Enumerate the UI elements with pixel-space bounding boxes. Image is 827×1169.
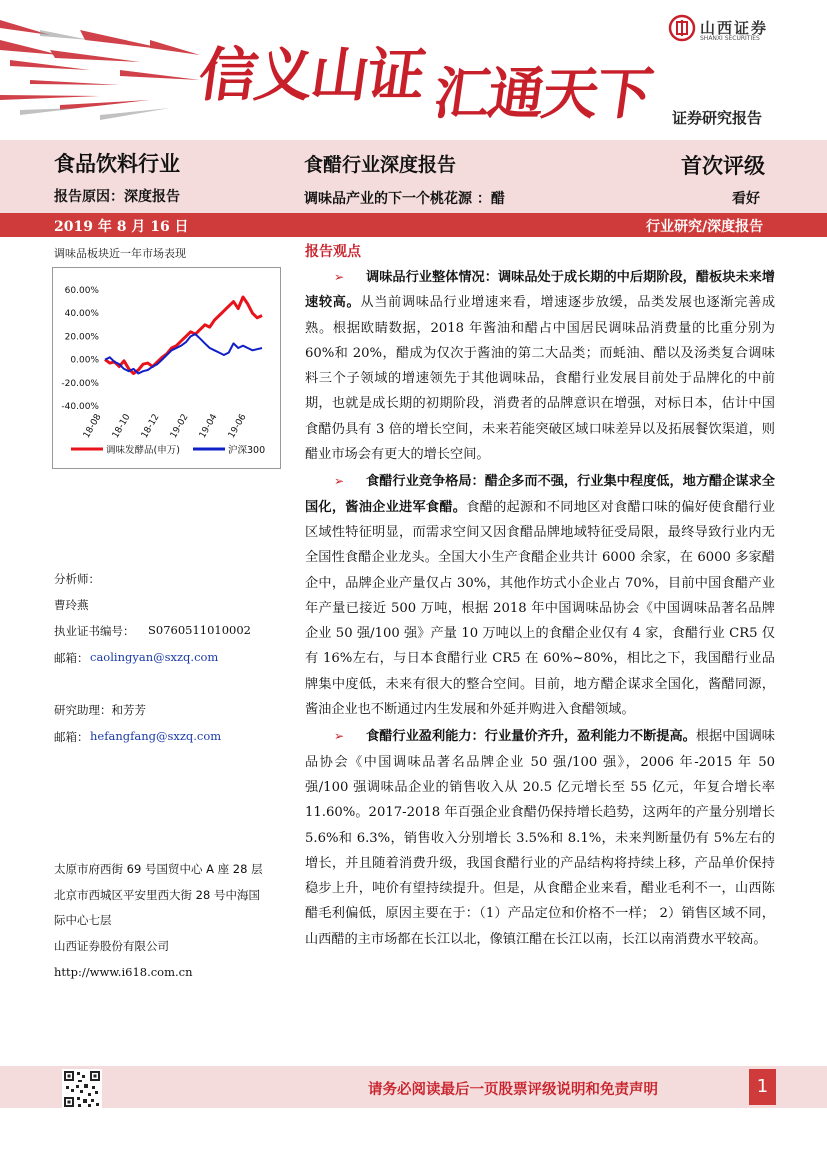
x-tick-label: 19-06: [226, 412, 249, 441]
rating-value: 看好: [732, 191, 760, 207]
paragraph-3-text: 根据中国调味品协会《中国调味品著名品牌企业 50 强/100 强》，2006 年-2015 年 50 强/100 强调味品企业的销售收入从 20.5 亿元增长至 55 亿元，年复合增长率 11.60%。2017-2018 年百强企业食醋仍保持增长趋势，这两年的产量分别增长 5.6%和 6.3%，销售收入分别增长 3.5%和 8.1%，未来判断量仍有 5%左右的增长，并且随着消费升级，我国食醋行业的产品结构将持续上移，产品单价保持稳步上升，吨价有望持续提升。但是，从食醋企业来看，醋业毛利不一，山西陈醋毛利偏低，原因主要在于：（1）产品定位和价格不一样； 2）销售区域不同，山西醋的主市场都在长江以北，像镇江醋在长江以南，长江以南消费水平较高。: [305, 729, 775, 947]
qr-code-icon: [62, 1069, 102, 1109]
report-category: 行业研究/深度报告: [646, 219, 764, 235]
industry-name: 食品饮料行业: [54, 152, 180, 176]
header-banner: [0, 0, 827, 140]
legend-label: 沪深300: [228, 445, 266, 456]
analyst-email-link[interactable]: caolingyan@sxzq.com: [90, 650, 219, 664]
analyst-label: 分析师：: [54, 572, 100, 586]
paragraph-2-heading: 食醋行业竞争格局：醋企多而不强，行业集中程度低，地方醋企谋求全国化，酱油企业进军食醋。: [305, 474, 775, 515]
chart-frame: [52, 267, 281, 469]
x-tick-label: 19-02: [168, 412, 191, 441]
report-title: 食醋行业深度报告: [304, 154, 457, 176]
chart-title: 调味品板块近一年市场表现: [54, 247, 186, 260]
paragraph-1-heading: 调味品行业整体情况：调味品处于成长期的中后期阶段，醋板块未来增速较高。: [305, 270, 775, 311]
assistant-name: 研究助理：和芳芳: [54, 703, 146, 717]
paragraph-3: [305, 724, 775, 952]
y-tick-label: 20.00%: [64, 332, 99, 343]
y-tick-label: -20.00%: [61, 378, 99, 389]
y-tick-label: -40.00%: [61, 402, 99, 412]
slogan-part1: 信义山证: [194, 41, 429, 109]
report-date: 2019 年 8 月 16 日: [54, 219, 189, 235]
slogan-part2: 汇通天下: [429, 61, 656, 127]
address-beijing-line1: 北京市西城区平安里西大街 28 号中海国: [54, 888, 260, 902]
bullet-arrow-icon: ➢: [334, 729, 345, 744]
paragraph-2: [305, 469, 775, 722]
legend-label: 调味发酵品(申万): [106, 445, 180, 456]
cert-label: 执业证书编号：: [54, 624, 135, 638]
x-tick-label: 18-08: [81, 412, 104, 441]
series-line-0: [105, 297, 262, 374]
report-subtitle: 调味品产业的下一个桃花源 ：醋: [304, 191, 505, 207]
section-title: 报告观点: [305, 244, 361, 260]
paragraph-1: [305, 265, 775, 467]
bullet-arrow-icon: ➢: [334, 270, 345, 284]
address-taiyuan: 太原市府西街 69 号国贸中心 A 座 28 层: [54, 862, 263, 876]
email-label: 邮箱：: [54, 651, 89, 665]
x-tick-label: 19-04: [197, 412, 220, 441]
cert-number: S0760511010002: [148, 623, 251, 637]
analyst-name: 曹玲燕: [54, 598, 89, 612]
rating-label: 首次评级: [681, 154, 765, 178]
assistant-email-link[interactable]: hefangfang@sxzq.com: [90, 729, 222, 743]
website-link[interactable]: http://www.i618.com.cn: [54, 965, 193, 979]
y-tick-label: 40.00%: [64, 309, 99, 320]
email2-label: 邮箱：: [54, 730, 89, 744]
address-beijing-line2: 际中心七层: [54, 913, 112, 927]
x-tick-label: 18-10: [110, 412, 133, 441]
market-performance-chart: [53, 268, 280, 468]
company-name: 山西证券股份有限公司: [54, 939, 169, 953]
paragraph-2-text: 食醋的起源和不同地区对食醋口味的偏好使食醋行业区域性特征明显，而需求空间又因食醋品牌地域特征受局限，最终导致行业内无全国性食醋企业龙头。全国大小生产食醋企业共计 6000 余家，在 6000 多家醋企中，品牌企业产量仅占 30%，其他作坊式小企业占 70%，目前中国食醋产业年产量已接近 500 万吨，根据 2018 年中国调味品协会《中国调味品著名品牌企业 50 强/100 强》产量 10 万吨以上的食醋企业仅有 4 家，食醋行业 CR5 仅有 16%左右，与日本食醋行业 CR5 在 60%~80%，相比之下，我国醋行业品牌集中度低，未来有很大的整合空间。目前，地方醋企谋求全国化，酱醋同源，酱油企业也不断通过内生发展和外延并购进入食醋领域。: [305, 499, 776, 718]
paragraph-3-heading: 食醋行业盈利能力：行业量价齐升，盈利能力不断提高。: [366, 729, 696, 745]
report-type-label: 证券研究报告: [672, 109, 763, 127]
report-body: [305, 241, 775, 952]
x-tick-label: 18-12: [139, 412, 162, 441]
logo-text-cn: 山西证券: [700, 19, 769, 37]
disclaimer-text: 请务必阅读最后一页股票评级说明和免责声明: [368, 1082, 658, 1098]
bullet-arrow-icon: ➢: [334, 474, 345, 489]
report-reason: 报告原因：深度报告: [54, 189, 180, 205]
y-tick-label: 0.00%: [70, 355, 99, 366]
logo-text-en: SHANXI SECURITIES: [700, 35, 760, 42]
company-logo-icon: [668, 14, 696, 42]
paragraph-1-text: 从当前调味品行业增速来看，增速逐步放缓，品类发展也逐渐完善成熟。根据欧睛数据，2018 年酱油和醋占中国居民调味品消费量的比重分别为 60%和 20%，醋成为仅次于酱油的第二大品类；而蚝油、醋以及汤类复合调味料三个子领域的增速领先于其他调味品，食醋行业发展目前处于品牌化的中前期，也就是成长期的初期阶段，消费者的品牌意识在增强，对标日本，估计中国食醋仍具有 3 倍的增长空间，未来若能突破区域口味差异以及拓展餐饮渠道，则醋业市场会有更大的增长空间。: [305, 295, 776, 463]
y-tick-label: 60.00%: [64, 286, 99, 296]
page-number: 1: [749, 1069, 776, 1105]
